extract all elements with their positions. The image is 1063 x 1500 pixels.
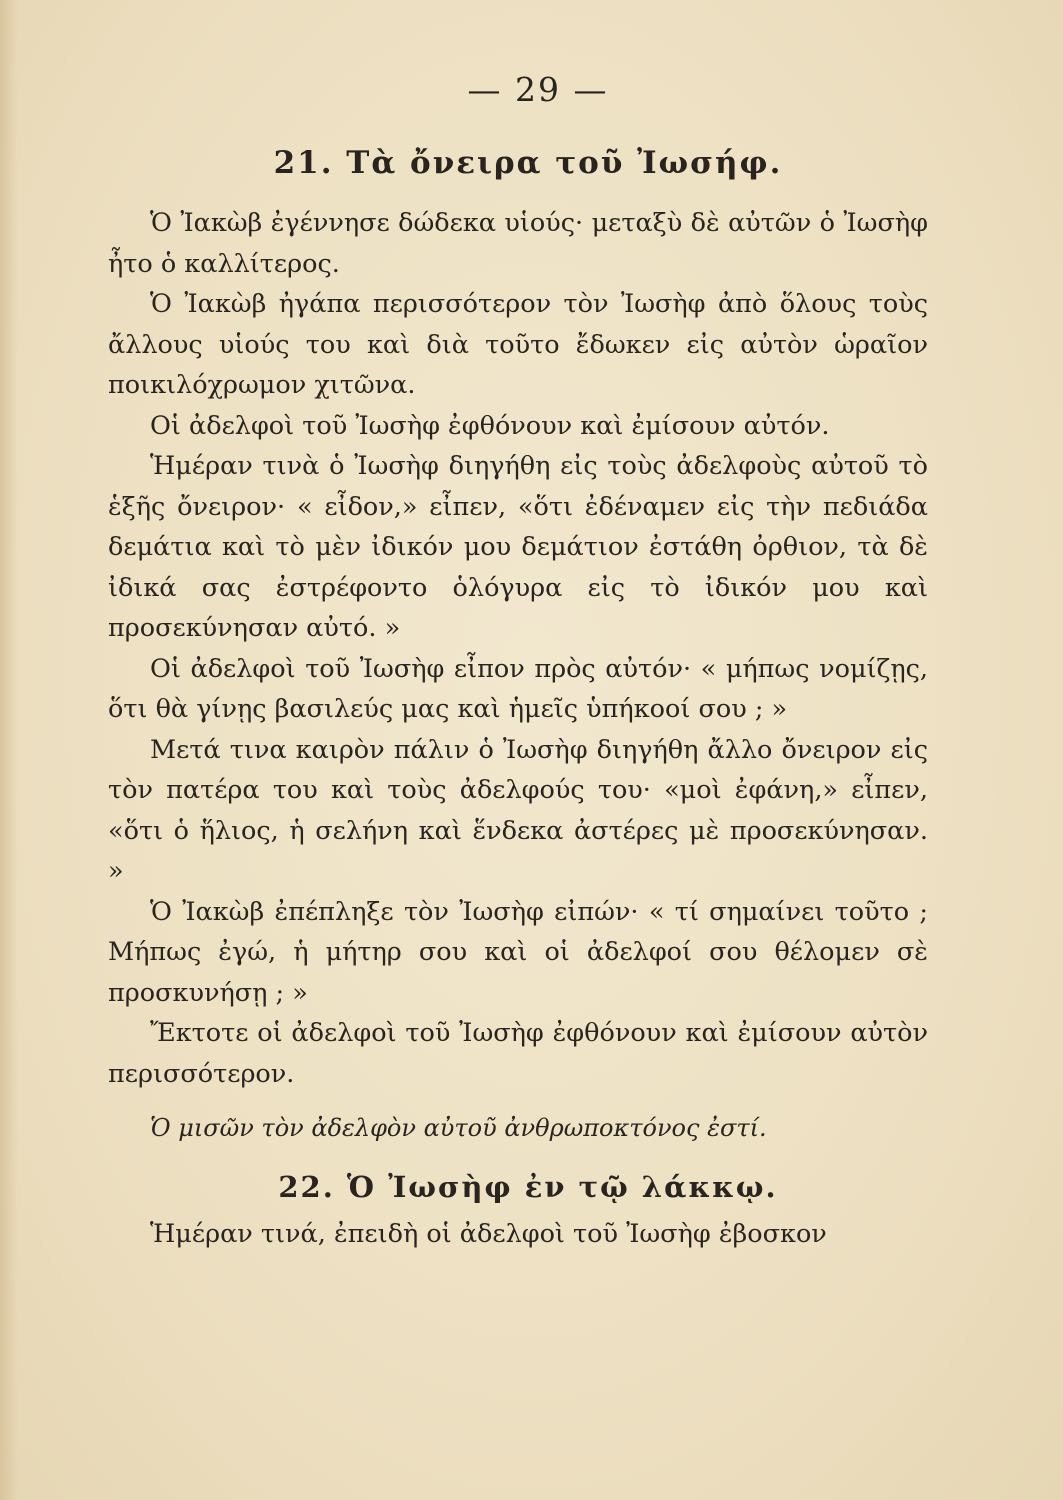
- paragraph: Ὁ Ἰακὼβ ἐγέννησε δώδεκα υἱούς· μεταξὺ δὲ αὐτῶν ὁ Ἰωσὴφ ἦτο ὁ καλλίτερος.: [108, 208, 928, 279]
- proverb: Ὁ μισῶν τὸν ἀδελφὸν αὐτοῦ ἀνθρωποκτόνος ἐστί.: [150, 1114, 767, 1142]
- paragraph: Οἱ ἀδελφοὶ τοῦ Ἰωσὴφ ἐφθόνουν καὶ ἐμίσουν αὐτόν.: [150, 410, 830, 441]
- page-content: [108, 70, 928, 1255]
- paragraph: Ἡμέραν τινὰ ὁ Ἰωσὴφ διηγήθη εἰς τοὺς ἀδελφοὺς αὐτοῦ τὸ ἑξῆς ὄνειρον· « εἶδον,» εἶπεν, «ὅτι ἐδέναμεν εἰς τὴν πεδιάδα δεμάτια καὶ τὸ μὲν ἰδικόν μου δεμάτιον ἐστάθη ὀρθιον, τὰ δὲ ἰδικά σας ἐστρέφοντο ὁλόγυρα εἰς τὸ ἰδικόν μου καὶ προσεκύνησαν αὐτό. »: [108, 451, 928, 643]
- page-number: — 29 —: [467, 70, 609, 109]
- paragraph: Οἱ ἀδελφοὶ τοῦ Ἰωσὴφ εἶπον πρὸς αὐτόν· « μήπως νομίζῃς, ὅτι θὰ γίνῃς βασιλεύς μας καὶ ἡμεῖς ὑπήκοοί σου ; »: [108, 653, 928, 724]
- paragraph: Μετά τινα καιρὸν πάλιν ὁ Ἰωσὴφ διηγήθη ἄλλο ὄνειρον εἰς τὸν πατέρα του καὶ τοὺς ἀδελφούς του· «μοὶ ἐφάνη,» εἶπεν, «ὅτι ὁ ἥλιος, ἡ σελήνη καὶ ἕνδεκα ἀστέρες μὲ προσεκύνησαν. »: [108, 734, 928, 886]
- paragraph: Ὁ Ἰακὼβ ἐπέπληξε τὸν Ἰωσὴφ εἰπών· « τί σημαίνει τοῦτο ; Μήπως ἐγώ, ἡ μήτηρ σου καὶ οἱ ἀδελφοί σου θέλομεν σὲ προσκυνήσῃ ; »: [108, 896, 928, 1008]
- paragraph: Ὁ Ἰακὼβ ἠγάπα περισσότερον τὸν Ἰωσὴφ ἀπὸ ὅλους τοὺς ἄλλους υἱούς του καὶ διὰ τοῦτο ἔδωκεν εἰς αὐτὸν ὡραῖον ποικιλόχρωμον χιτῶνα.: [108, 289, 928, 400]
- paragraph: Ἔκτοτε οἱ ἀδελφοὶ τοῦ Ἰωσὴφ ἐφθόνουν καὶ ἐμίσουν αὐτὸν περισσότερον.: [108, 1018, 928, 1089]
- section-heading-22: 22. Ὁ Ἰωσὴφ ἐν τῷ λάκκῳ.: [278, 1170, 778, 1204]
- section-heading-21: 21. Τὰ ὄνειρα τοῦ Ἰωσήφ.: [273, 145, 783, 181]
- paragraph: Ἡμέραν τινά, ἐπειδὴ οἱ ἀδελφοὶ τοῦ Ἰωσὴφ ἐβοσκον: [150, 1219, 827, 1249]
- page-binding-shadow: [0, 0, 18, 1500]
